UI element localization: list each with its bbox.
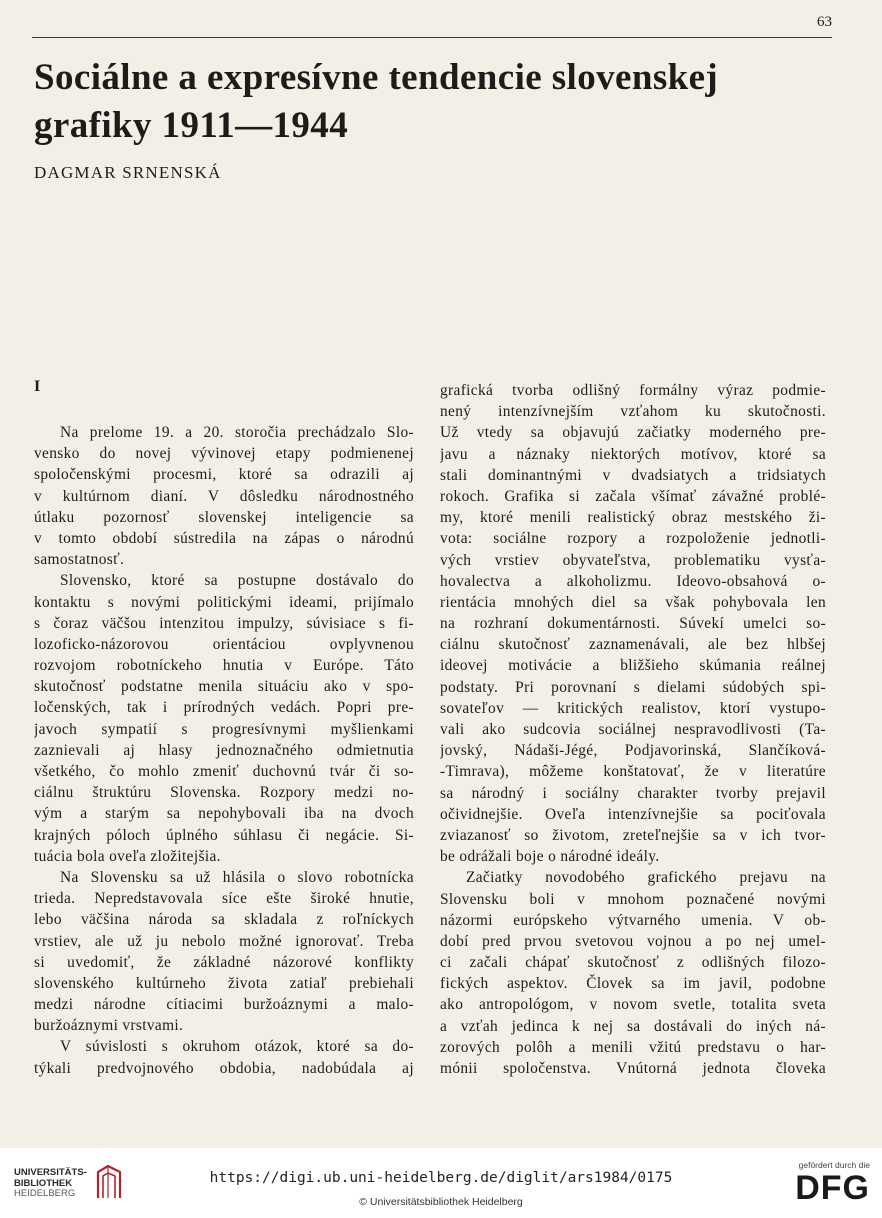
text-line: podstaty. Pri porovnaní s dielami súdobých spi- [440, 678, 826, 696]
text-line: slovenského kultúrneho života zatiaľ prebiehali [34, 974, 414, 992]
text-line: dobí pred prvou svetovou vojnou a po nej umel- [440, 932, 826, 950]
text-line: medzi národne cítiacimi buržoáznymi a malo- [34, 996, 414, 1014]
text-line: zaznievali aj hlasy jednoznačného odmietnutia [34, 741, 414, 759]
text-line: ciálnu štruktúru Slovenska. Rozpory medzi no- [34, 784, 414, 802]
text-line: krajných póloch úplného súhlasu či negácie. Si- [34, 826, 414, 844]
text-line: Už vtedy sa objavujú začiatky moderného pre- [440, 424, 826, 442]
article-title [34, 54, 834, 150]
text-line: očividnejšie. Oveľa intenzívnejšie sa pociťovala [440, 805, 826, 823]
text-line: kontaktu s novými politickými ideami, prijímalo [34, 593, 414, 611]
text-line: be odrážali boje o národné ideály. [440, 848, 660, 866]
text-line: javoch sympatií s progresívnymi myšlienkami [34, 720, 414, 738]
text-line: spoločenskými procesmi, ktoré sa odrazili aj [34, 466, 414, 484]
library-name-line-3: HEIDELBERG [14, 1188, 76, 1199]
library-name-line-2: BIBLIOTHEK [14, 1177, 73, 1189]
copyright-notice: © Universitätsbibliothek Heidelberg [359, 1196, 523, 1208]
source-url-link[interactable]: https://digi.ub.uni-heidelberg.de/diglit/ars1984/0175 [209, 1170, 673, 1186]
text-line: lozoficko-názorovou orientáciou ovplyvnenou [34, 635, 414, 653]
text-line: Slovensko, ktoré sa postupne dostávalo do [60, 572, 414, 590]
text-line: V súvislosti s okruhom otázok, ktoré sa do- [60, 1038, 414, 1056]
text-line: ideovej motivácie a bližšieho skúmania reálnej [440, 657, 826, 675]
library-name-line-1: UNIVERSITÄTS- [14, 1167, 87, 1178]
section-number: I [34, 378, 41, 395]
text-line: nený intenzívnejším vzťahom ku skutočnosti. [440, 403, 826, 421]
text-line: útlaku pozornosť slovenskej inteligencie sa [34, 508, 414, 526]
text-line: ciálnu skutočnosť zaznamenávali, ale bez hlbšej [440, 636, 826, 654]
text-line: na rozhraní dokumentárnosti. Súvekí umelci so- [440, 615, 826, 633]
text-line: sovateľov — kritických realistov, ktorí vystupo- [440, 699, 826, 717]
author-name: DAGMAR SRNENSKÁ [34, 163, 222, 182]
text-line: grafická tvorba odlišný formálny výraz podmie- [440, 382, 826, 399]
text-line: lebo väčšina národa sa skladala z roľníckych [34, 911, 414, 929]
text-line: vých vrstiev obyvateľstva, problematiku vysťa- [440, 551, 826, 569]
text-line: vota: sociálne rozpory a rozpoloženie jednotli- [440, 530, 826, 548]
text-line: ločenských, tak i prírodných vedách. Popri pre- [34, 699, 414, 717]
text-line: rozvojom robotníckeho hnutia v Európe. Táto [34, 657, 414, 675]
text-line: zorových polôh a menili vžitú predstavu o har- [440, 1038, 826, 1056]
text-line: vali ako sudcovia sociálnej nespravodlivosti (Ta- [440, 721, 826, 738]
text-line: vrstiev, ale už ju nebolo možné ignorovať. Treba [34, 932, 414, 950]
text-line: Na prelome 19. a 20. storočia prechádzalo Slo- [60, 424, 414, 441]
text-line: sa národný i sociálny charakter tvorby prejavil [440, 784, 826, 802]
text-line: s čoraz väčšou intenzitou impulzy, súvisiace s fi- [34, 614, 414, 632]
text-line: si uvedomiť, že základné názorové konflikty [34, 953, 414, 971]
title-line-2: grafiky 1911—1944 [34, 105, 349, 146]
header-rule [32, 37, 832, 38]
right-column [440, 380, 826, 1079]
funding-note: gefördert durch die [798, 1160, 870, 1170]
text-line: buržoáznymi vrstvami. [34, 1017, 184, 1035]
left-column [34, 422, 414, 1079]
text-line: javu a náznaky niektorých motívov, ktoré sa [440, 445, 826, 463]
text-line: všetkého, čo mohlo zmeniť duchovnú tvár či so- [34, 763, 414, 780]
text-line: jovský, Nádaši-Jégé, Podjavorinská, Slančíková- [440, 742, 826, 760]
text-line: tuácia bola oveľa zložitejšia. [34, 847, 221, 865]
text-line: -Timrava), môžeme konštatovať, že v literatúre [440, 763, 826, 781]
text-line: hovalectva a alkoholizmu. Ideovo-obsahová o- [440, 572, 826, 590]
text-line: a vzťah jedinca k nej sa dostávali do iných ná- [440, 1017, 826, 1035]
text-line: ci začali chápať skutočnosť z odlišných filozo- [440, 954, 826, 972]
text-line: my, ktoré menili realistický obraz mestského ži- [440, 509, 826, 527]
text-line: skutočnosť podstatne menila situáciu ako v spo- [34, 678, 414, 696]
text-line: v kultúrnom dianí. V dôsledku národnostného [34, 487, 414, 505]
footer-bar [0, 1148, 882, 1218]
text-line: rientácia mnohých diel sa však pohybovala len [440, 593, 826, 611]
funder-logo[interactable] [780, 1160, 870, 1206]
text-line: rokoch. Grafika si začala všímať závažné problé- [440, 487, 826, 505]
text-line: vensko do novej vývinovej etapy podmienenej [34, 445, 414, 463]
text-line: stali dominantnými v dvadsiatych a tridsiatych [440, 466, 826, 484]
page-number: 63 [817, 14, 832, 30]
text-line: trieda. Nepredstavovala síce ešte široké hnutie, [34, 890, 414, 908]
text-line: vým a starým sa nepohybovali iba na dvoch [34, 805, 414, 823]
title-line-1: Sociálne a expresívne tendencie slovenskej [34, 57, 719, 98]
text-line: Na Slovensku sa už hlásila o slovo robotnícka [60, 868, 414, 886]
text-line: ako antropológom, v novom svetle, totalita sveta [440, 996, 826, 1014]
text-line: Začiatky novodobého grafického prejavu na [466, 869, 826, 887]
text-line: mónii spoločenstva. Vnútorná jednota človeka [440, 1060, 826, 1077]
dfg-logo-text: DFG [795, 1169, 870, 1207]
text-line: samostatnosť. [34, 551, 125, 569]
text-line: zviazanosť so životom, zreteľnejšie sa v ich tvor- [440, 826, 826, 844]
text-line: fických aspektov. Človek sa im javil, podobne [440, 975, 826, 993]
text-line: v tomto období sústredila na zápas o národnú [34, 529, 414, 547]
text-line: Slovensku boli v mnohom poznačené novými [440, 890, 826, 908]
text-line: týkali predvojnového obdobia, nadobúdala aj [34, 1059, 414, 1077]
text-line: názormi európskeho výtvarného umenia. V ob- [440, 911, 826, 929]
